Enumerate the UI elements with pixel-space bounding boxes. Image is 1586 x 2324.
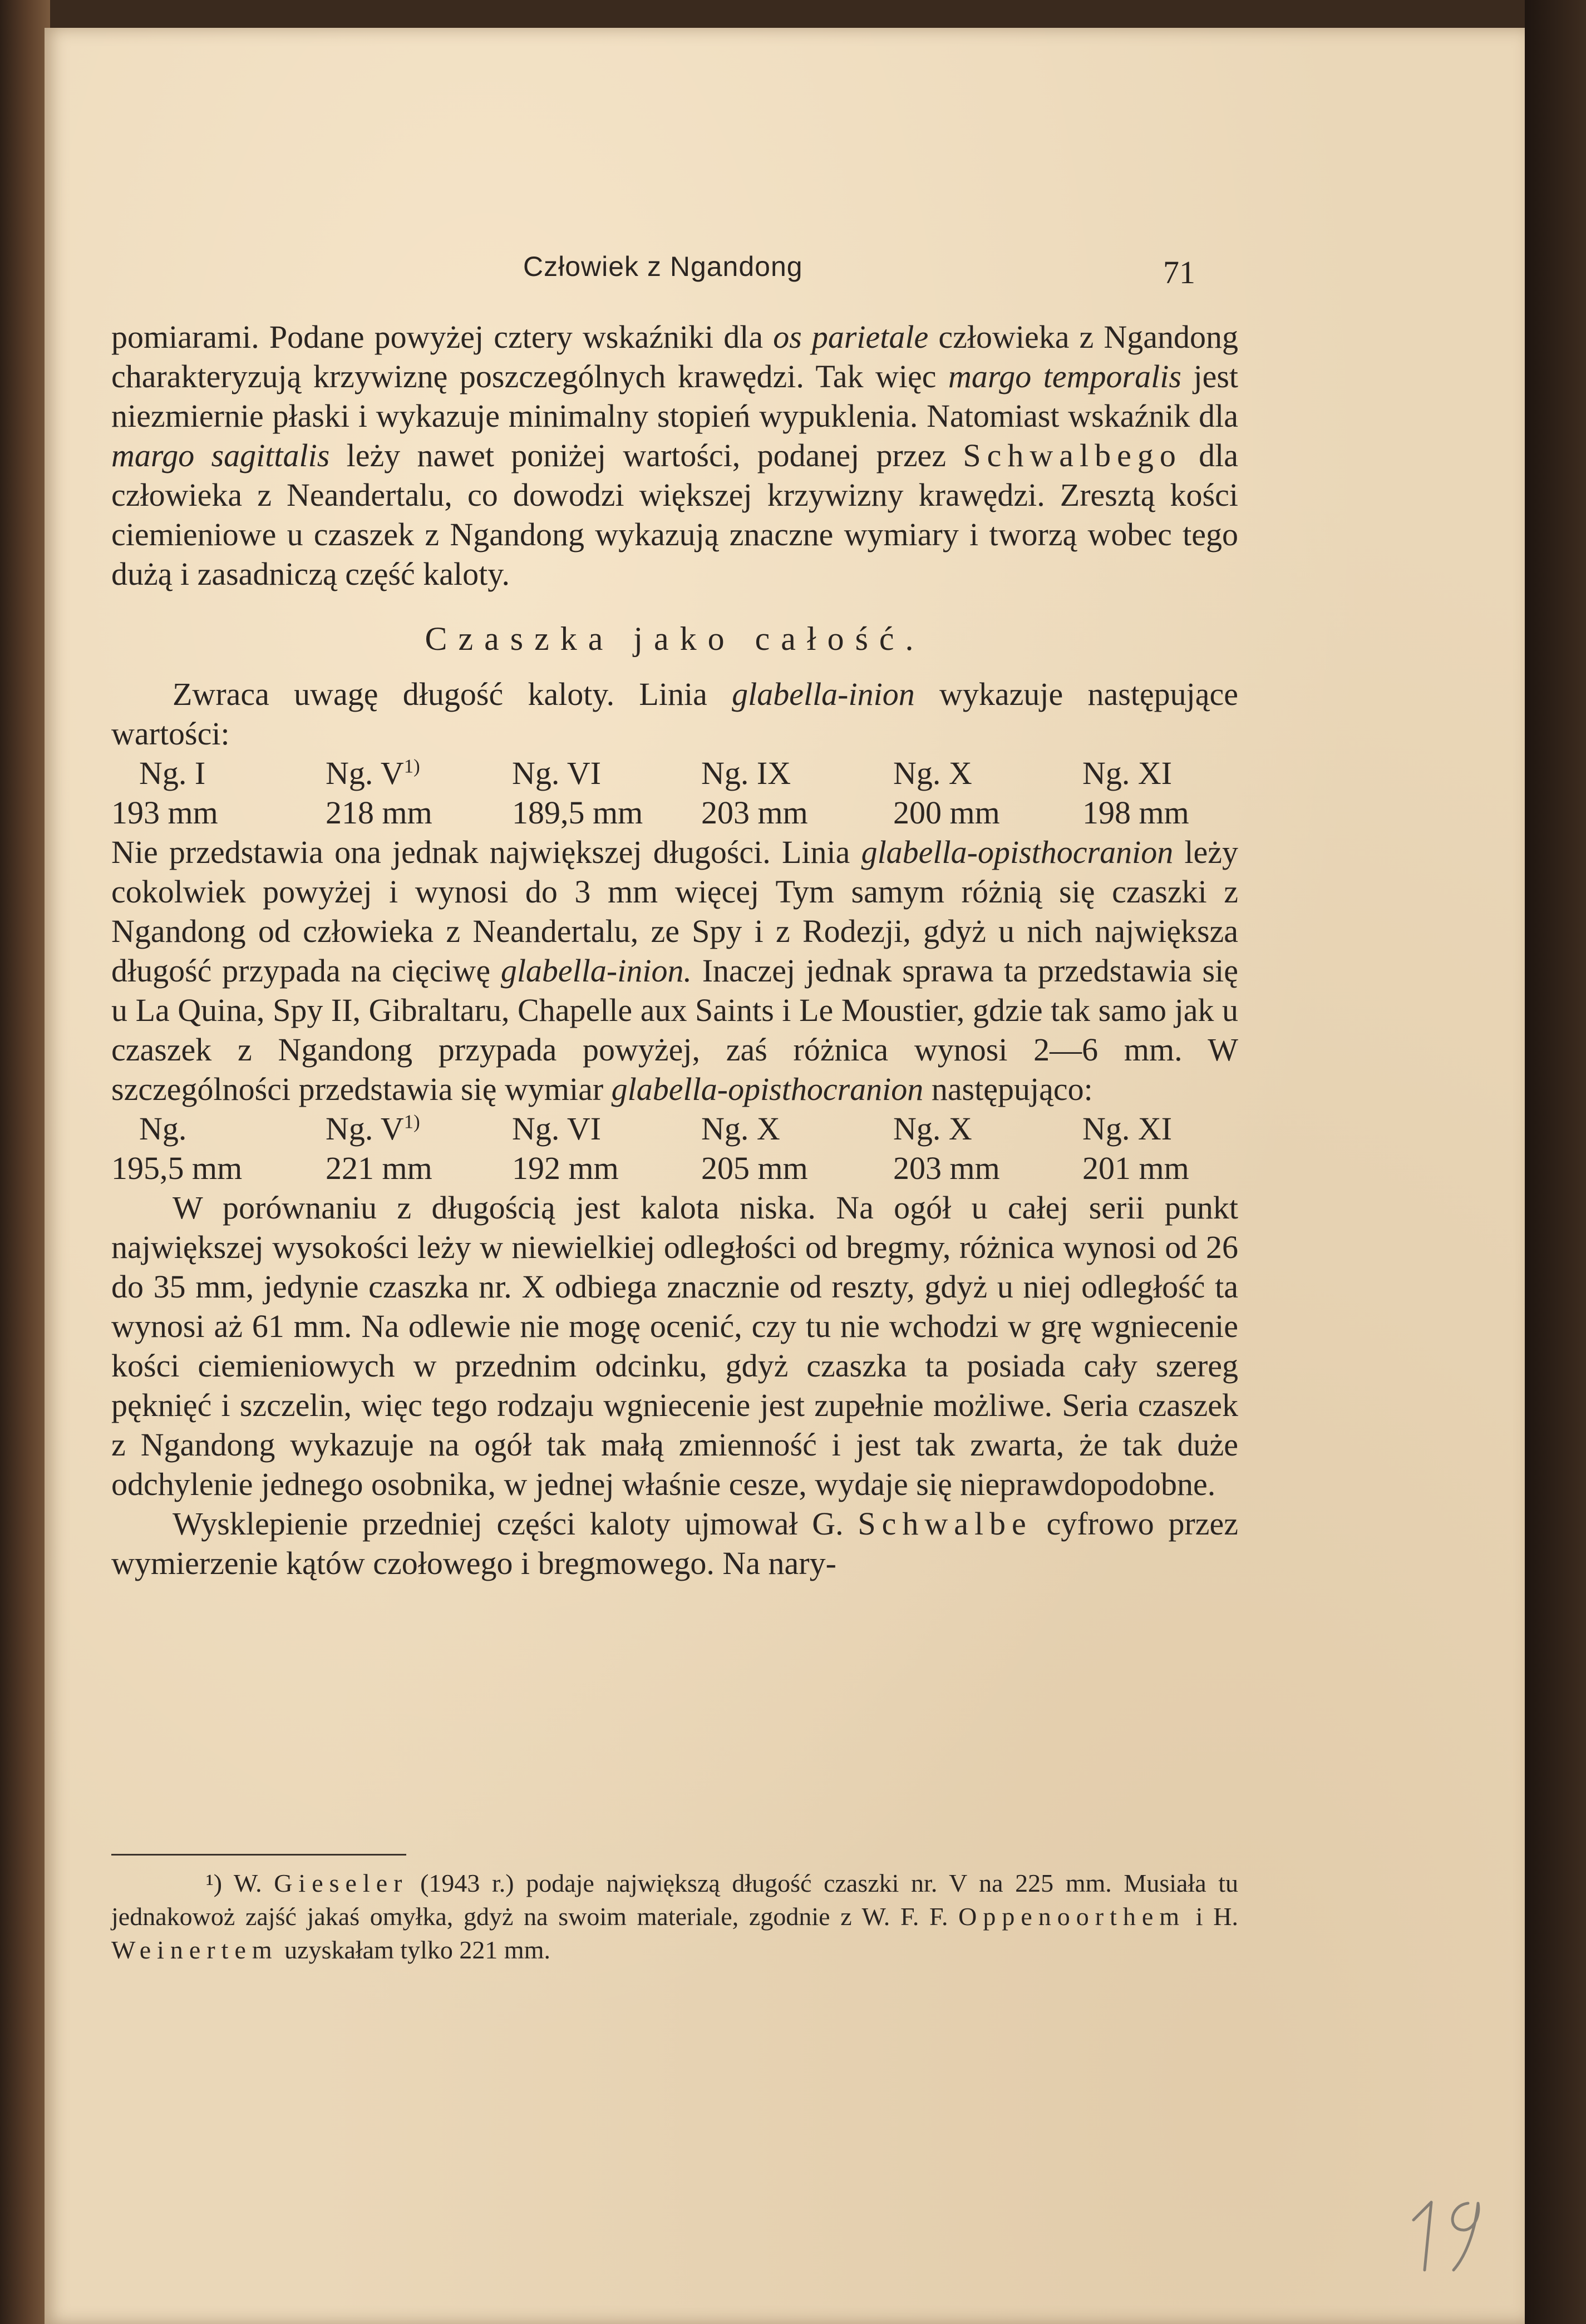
footnote-divider — [111, 1854, 406, 1856]
running-title: Człowiek z Ngandong — [523, 251, 803, 282]
footnote-marker: 1) — [403, 1111, 420, 1133]
specimen-label: Ng. XI — [1082, 1111, 1173, 1147]
paragraph-1 — [111, 317, 1238, 594]
measurement-value: 218 mm — [326, 795, 432, 831]
measurement-value: 198 mm — [1082, 795, 1189, 831]
text-run: uzyskałam tylko 221 mm. — [278, 1936, 550, 1964]
text-run: wykazuje następujące wartości: — [111, 676, 1239, 752]
author-name: Schwalbe — [858, 1506, 1032, 1542]
latin-term: glabella-inion — [732, 676, 915, 712]
text-run: Inaczej jednak sprawa ta przedstawia się u La Quina, Spy II, Gibraltaru, Chapelle aux Saints i Le Moustier, gdzie tak samo jak u czaszek z Ngandong przypada powyżej, zaś różnica wynosi 2—6 mm. W szczególności przedstawia się wymiar — [111, 953, 1238, 1107]
body-text — [111, 317, 1238, 1583]
footnote-mark: ¹) — [206, 1869, 223, 1897]
measurement-value: 221 mm — [326, 1150, 432, 1186]
footnote-text — [111, 1867, 1238, 1967]
latin-term: os parietale — [773, 319, 929, 355]
measurement-value: 192 mm — [512, 1150, 619, 1186]
measurement-value: 189,5 mm — [512, 795, 643, 831]
author-name: Schwalbego — [963, 437, 1182, 473]
specimen-label: Ng. IX — [701, 755, 791, 791]
latin-term: glabella-opisthocranion — [861, 834, 1174, 870]
measurement-values-row-1 — [111, 793, 1238, 832]
latin-term: margo sagittalis — [111, 437, 330, 473]
measurement-labels-row-1 — [111, 753, 1238, 793]
text-run: dla człowieka z Neandertalu, co dowodzi większej krzywizny krawędzi. Zresztą kości ciemieniowe u czaszek z Ngandong wykazują znaczne wymiary i tworzą wobec tego dużą i zasadniczą część kaloty. — [111, 437, 1238, 592]
specimen-label — [326, 753, 512, 793]
specimen-label: Ng. X — [893, 755, 972, 791]
text-run: leży nawet poniżej wartości, podanej przez — [329, 437, 963, 473]
text-run: cyfrowo przez wymierzenie kątów czołowego i bregmowego. Na nary- — [111, 1506, 1238, 1581]
specimen-label: Ng. XI — [1082, 755, 1173, 791]
page-edge-shadow — [1525, 0, 1586, 2324]
text-run: leży cokolwiek powyżej i wynosi do 3 mm więcej Tym samym różnią się czaszki z Ngandong od człowieka z Neandertalu, ze Spy i z Rodezji, gdyż u nich największa długość przypada na cięciwę — [111, 834, 1238, 989]
text-run: człowieka z Ngandong charakteryzują krzywiznę poszczególnych krawędzi. Tak więc — [111, 319, 1238, 394]
text-run: następująco: — [923, 1071, 1093, 1107]
author-name: Gieseler — [274, 1869, 408, 1897]
paragraph-2 — [111, 674, 1238, 753]
text-run: jest niezmiernie płaski i wykazuje minimalny stopień wypuklenia. Natomiast wskaźnik dla — [111, 358, 1238, 434]
page-number: 71 — [1163, 254, 1195, 290]
measurement-labels-row-2 — [111, 1109, 1238, 1148]
text-run: pomiarami. Podane powyżej cztery wskaźniki dla — [111, 319, 774, 355]
text-run: Wysklepienie przedniej części kaloty ujmował G. — [173, 1506, 858, 1542]
page-header — [45, 239, 1525, 306]
section-heading: Czaszka jako całość. — [425, 620, 925, 657]
handwritten-page-number — [1402, 2187, 1514, 2281]
specimen-label: Ng. VI — [512, 1111, 602, 1147]
measurement-value: 201 mm — [1082, 1150, 1189, 1186]
specimen-label: Ng. VI — [512, 755, 602, 791]
measurement-value: 200 mm — [893, 795, 1000, 831]
measurement-value: 203 mm — [701, 795, 808, 831]
text-run: (1943 r.) podaje największą długość czaszki nr. V na 225 mm. Musiała tu jednakowoż zajść jakaś omyłka, gdyż na swoim materiale, zgodnie z W. F. F. — [111, 1869, 1238, 1931]
measurement-value: 203 mm — [893, 1150, 1000, 1186]
author-name: Oppenoorthem — [958, 1902, 1186, 1931]
text-run: i H. — [1185, 1902, 1239, 1931]
footnote-marker: 1) — [403, 755, 420, 777]
text-run: W. — [222, 1869, 274, 1897]
specimen-label-text: Ng. V — [326, 1111, 404, 1147]
text-run: Zwraca uwagę długość kaloty. Linia — [173, 676, 732, 712]
specimen-label: Ng. X — [701, 1111, 780, 1147]
paragraph-4: W porównaniu z długością jest kalota niska. Na ogół u całej serii punkt największej wysokości leży w niewielkiej odległości od bregmy, różnica wynosi od 26 do 35 mm, jedynie czaszka nr. X odbiega znacznie od reszty, gdyż u niej odległość ta wynosi aż 61 mm. Na odlewie nie mogę ocenić, czy tu nie wchodzi w grę wgniecenie kości ciemieniowych w przednim odcinku, gdyż czaszka ta posiada cały szereg pęknięć i szczelin, więc tego rodzaju wgniecenie jest zupełnie możliwe. Seria czaszek z Ngandong wykazuje na ogół tak małą zmienność i jest tak zwarta, że tak duże odchylenie jednego osobnika, w jednej właśnie cesze, wydaje się nieprawdopodobne. — [111, 1190, 1238, 1502]
author-name: Weinertem — [111, 1936, 278, 1964]
book-page — [45, 28, 1525, 2324]
specimen-label — [326, 1109, 512, 1148]
specimen-label: Ng. I — [139, 755, 206, 791]
footnote — [111, 1867, 1238, 1967]
latin-term: glabella-opisthocranion — [611, 1071, 924, 1107]
paragraph-5 — [111, 1504, 1238, 1583]
specimen-label: Ng. — [139, 1111, 187, 1147]
latin-term: margo temporalis — [948, 358, 1181, 394]
measurement-value: 193 mm — [111, 795, 218, 831]
specimen-label-text: Ng. V — [326, 755, 404, 791]
latin-term: glabella-inion. — [500, 953, 692, 989]
measurement-value: 205 mm — [701, 1150, 808, 1186]
paragraph-3 — [111, 832, 1238, 1109]
specimen-label: Ng. X — [893, 1111, 972, 1147]
text-run: Nie przedstawia ona jednak największej długości. Linia — [111, 834, 861, 870]
book-binding — [0, 0, 50, 2324]
measurement-value: 195,5 mm — [111, 1150, 243, 1186]
measurement-values-row-2 — [111, 1148, 1238, 1188]
